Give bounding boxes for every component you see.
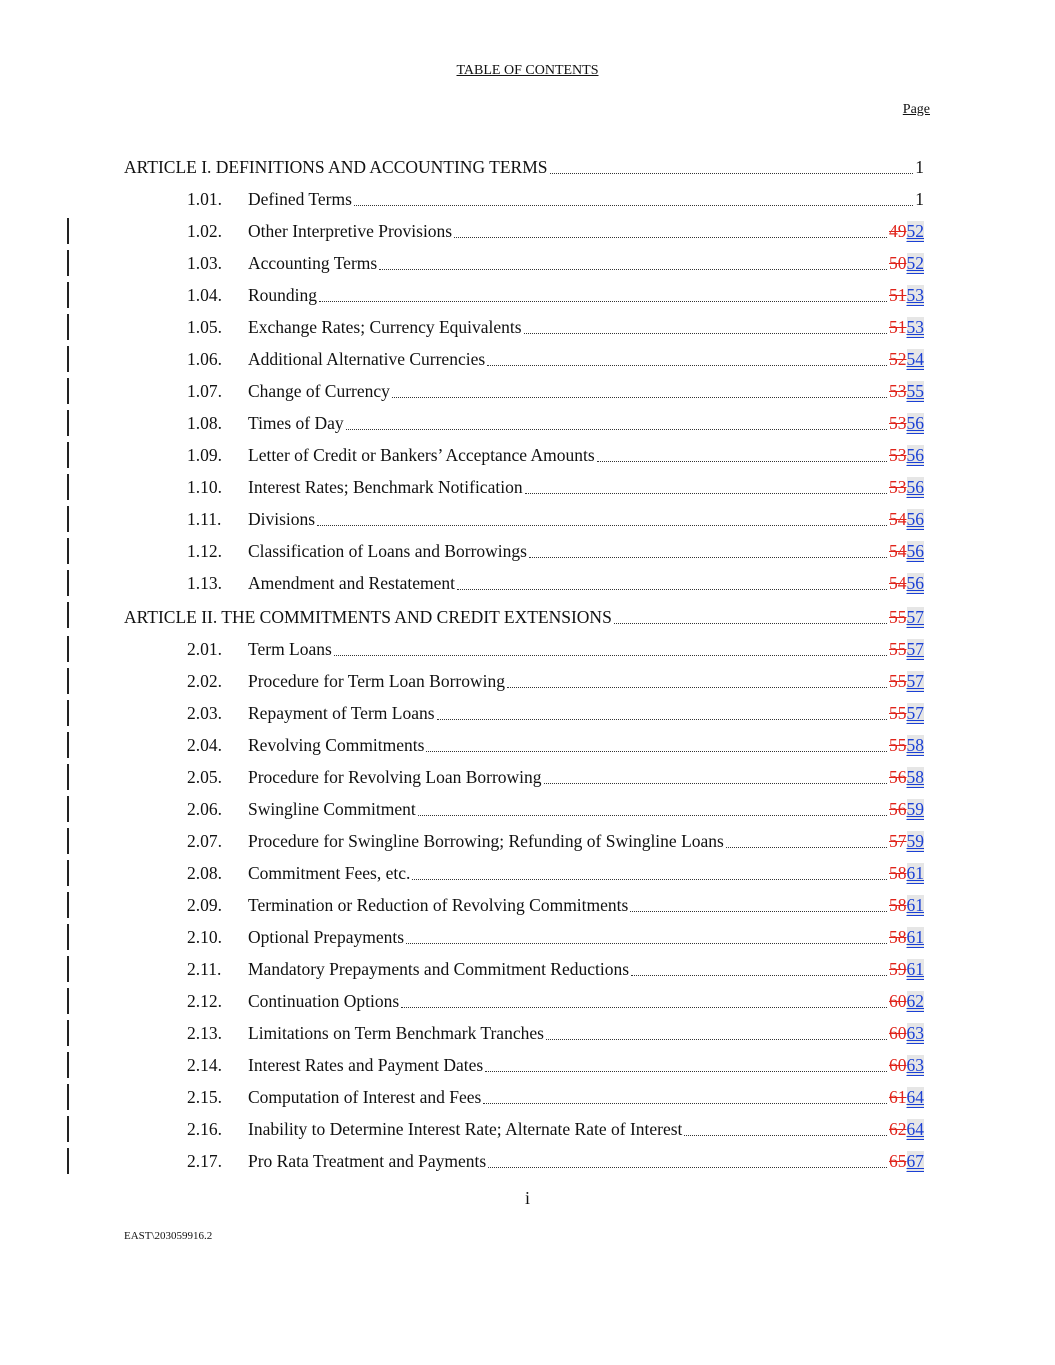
dot-leader <box>487 364 887 366</box>
section-number: 1.02. <box>187 221 222 241</box>
deleted-page-number: 58 <box>889 895 907 915</box>
change-bar <box>67 250 69 276</box>
deleted-page-number: 53 <box>889 413 907 433</box>
page-reference[interactable] <box>889 703 924 724</box>
change-bar <box>67 378 69 404</box>
entry-label: Optional Prepayments <box>248 927 405 947</box>
inserted-page-number: 61 <box>906 895 924 915</box>
deleted-page-number: 62 <box>889 1119 907 1139</box>
deleted-page-number: 60 <box>889 1023 907 1043</box>
change-bar <box>67 764 69 790</box>
section-number: 1.10. <box>187 477 222 497</box>
section-number: 2.10. <box>187 927 222 947</box>
entry-label: Repayment of Term Loans <box>248 703 435 723</box>
change-bar <box>67 474 69 500</box>
page-reference[interactable] <box>889 477 924 498</box>
change-bar <box>67 314 69 340</box>
deleted-page-number: 56 <box>889 767 907 787</box>
deleted-page-number: 53 <box>889 445 907 465</box>
toc-section-entry[interactable] <box>0 730 1055 762</box>
change-bar <box>67 988 69 1014</box>
dot-leader <box>437 718 887 720</box>
inserted-page-number: 63 <box>906 1055 924 1075</box>
entry-label: Mandatory Prepayments and Commitment Reductions <box>248 959 630 979</box>
page-reference[interactable] <box>889 831 924 852</box>
dot-leader <box>334 654 887 656</box>
inserted-page-number: 58 <box>906 767 924 787</box>
page-reference[interactable] <box>889 413 924 434</box>
entry-label: Rounding <box>248 285 318 305</box>
entry-label: Times of Day <box>248 413 344 433</box>
deleted-page-number: 57 <box>889 831 907 851</box>
change-bar <box>67 1020 69 1046</box>
page-reference[interactable] <box>915 189 924 210</box>
change-bar <box>67 828 69 854</box>
change-bar <box>67 700 69 726</box>
entry-label: Commitment Fees, etc. <box>248 863 411 883</box>
dot-leader <box>507 686 887 688</box>
deleted-page-number: 58 <box>889 927 907 947</box>
dot-leader <box>354 204 913 206</box>
toc-section-entry[interactable] <box>0 1018 1055 1050</box>
change-bar <box>67 924 69 950</box>
page-reference[interactable] <box>889 991 924 1012</box>
deleted-page-number: 49 <box>889 221 907 241</box>
page-reference[interactable] <box>889 671 924 692</box>
entry-label: Letter of Credit or Bankers’ Acceptance Amounts <box>248 445 595 465</box>
dot-leader <box>726 846 887 848</box>
inserted-page-number: 56 <box>906 413 924 433</box>
page-reference[interactable] <box>889 253 924 274</box>
inserted-page-number: 61 <box>906 959 924 979</box>
dot-leader <box>488 1166 887 1168</box>
deleted-page-number: 60 <box>889 991 907 1011</box>
deleted-page-number: 59 <box>889 959 907 979</box>
section-number: 1.01. <box>187 189 222 209</box>
deleted-page-number: 58 <box>889 863 907 883</box>
section-number: 2.17. <box>187 1151 222 1171</box>
toc-section-entry[interactable] <box>0 184 1055 216</box>
inserted-page-number: 56 <box>906 573 924 593</box>
entry-label: ARTICLE II. THE COMMITMENTS AND CREDIT EXTENSIONS <box>124 607 612 627</box>
deleted-page-number: 55 <box>889 735 907 755</box>
entry-label: Limitations on Term Benchmark Tranches <box>248 1023 544 1043</box>
section-number: 2.02. <box>187 671 222 691</box>
change-bar <box>67 892 69 918</box>
deleted-page-number: 55 <box>889 639 907 659</box>
inserted-page-number: 64 <box>906 1119 924 1139</box>
inserted-page-number: 52 <box>906 253 924 273</box>
change-bar <box>67 636 69 662</box>
section-number: 1.08. <box>187 413 222 433</box>
inserted-page-number: 59 <box>906 799 924 819</box>
toc-section-entry[interactable] <box>0 504 1055 536</box>
page-reference[interactable] <box>889 541 924 562</box>
dot-leader <box>412 878 887 880</box>
toc-section-entry[interactable] <box>0 1114 1055 1146</box>
inserted-page-number: 52 <box>906 221 924 241</box>
page-reference[interactable] <box>889 1055 924 1076</box>
entry-label: Term Loans <box>248 639 332 659</box>
change-bar <box>67 796 69 822</box>
dot-leader <box>546 1038 887 1040</box>
dot-leader <box>614 622 887 624</box>
entry-label: Other Interpretive Provisions <box>248 221 453 241</box>
deleted-page-number: 65 <box>889 1151 907 1171</box>
entry-label: Inability to Determine Interest Rate; Alternate Rate of Interest <box>248 1119 683 1139</box>
entry-label: Procedure for Term Loan Borrowing <box>248 671 505 691</box>
toc-section-entry[interactable] <box>0 698 1055 730</box>
section-number: 2.13. <box>187 1023 222 1043</box>
toc-section-entry[interactable] <box>0 568 1055 600</box>
table-of-contents <box>0 150 1055 1178</box>
page-reference[interactable] <box>889 381 924 402</box>
page-column-label: Page <box>902 102 930 117</box>
dot-leader <box>454 236 887 238</box>
dot-leader <box>597 460 887 462</box>
section-number: 2.16. <box>187 1119 222 1139</box>
section-number: 1.03. <box>187 253 222 273</box>
deleted-page-number: 54 <box>889 509 907 529</box>
inserted-page-number: 67 <box>906 1151 924 1171</box>
toc-section-entry[interactable] <box>0 312 1055 344</box>
page-number: i <box>524 1188 530 1208</box>
dot-leader <box>418 814 887 816</box>
toc-section-entry[interactable] <box>0 634 1055 666</box>
section-number: 2.11. <box>187 959 222 979</box>
entry-label: Divisions <box>248 509 316 529</box>
toc-section-entry[interactable] <box>0 408 1055 440</box>
entry-label: Accounting Terms <box>248 253 378 273</box>
section-number: 2.12. <box>187 991 222 1011</box>
entry-label: Amendment and Restatement <box>248 573 456 593</box>
section-number: 1.11. <box>187 509 222 529</box>
deleted-page-number: 55 <box>889 671 907 691</box>
change-bar <box>67 860 69 886</box>
change-bar <box>67 218 69 244</box>
dot-leader <box>392 396 887 398</box>
deleted-page-number: 54 <box>889 573 907 593</box>
dot-leader <box>406 942 887 944</box>
change-bar <box>67 506 69 532</box>
page-reference[interactable] <box>889 573 924 594</box>
dot-leader <box>483 1102 887 1104</box>
dot-leader <box>317 524 887 526</box>
inserted-page-number: 53 <box>906 285 924 305</box>
page-reference[interactable] <box>889 799 924 820</box>
section-number: 2.05. <box>187 767 222 787</box>
deleted-page-number: 53 <box>889 381 907 401</box>
entry-label: Exchange Rates; Currency Equivalents <box>248 317 522 337</box>
entry-label: Defined Terms <box>248 189 352 209</box>
dot-leader <box>426 750 887 752</box>
dot-leader <box>550 172 914 174</box>
inserted-page-number: 64 <box>906 1087 924 1107</box>
inserted-page-number: 61 <box>906 863 924 883</box>
deleted-page-number: 53 <box>889 477 907 497</box>
entry-label: Termination or Reduction of Revolving Commitments <box>248 895 629 915</box>
toc-section-entry[interactable] <box>0 826 1055 858</box>
document-id: EAST\203059916.2 <box>124 1230 213 1242</box>
dot-leader <box>544 782 887 784</box>
dot-leader <box>529 556 887 558</box>
deleted-page-number: 54 <box>889 541 907 561</box>
section-number: 1.06. <box>187 349 222 369</box>
page-reference[interactable] <box>889 767 924 788</box>
change-bar <box>67 668 69 694</box>
page-reference[interactable] <box>889 863 924 884</box>
toc-section-entry[interactable] <box>0 472 1055 504</box>
change-bar <box>67 1148 69 1174</box>
toc-article-entry[interactable] <box>0 150 1055 184</box>
toc-title: TABLE OF CONTENTS <box>456 63 599 78</box>
inserted-page-number: 59 <box>906 831 924 851</box>
toc-section-entry[interactable] <box>0 954 1055 986</box>
page-reference[interactable] <box>889 927 924 948</box>
toc-section-entry[interactable] <box>0 1082 1055 1114</box>
inserted-page-number: 61 <box>906 927 924 947</box>
entry-label: Pro Rata Treatment and Payments <box>248 1151 487 1171</box>
section-number: 1.05. <box>187 317 222 337</box>
page-number: 1 <box>915 189 924 209</box>
entry-label: Procedure for Revolving Loan Borrowing <box>248 767 542 787</box>
inserted-page-number: 56 <box>906 477 924 497</box>
page-reference[interactable] <box>889 639 924 660</box>
toc-section-entry[interactable] <box>0 666 1055 698</box>
deleted-page-number: 61 <box>889 1087 907 1107</box>
dot-leader <box>524 332 887 334</box>
page-reference[interactable] <box>889 445 924 466</box>
section-number: 1.13. <box>187 573 222 593</box>
inserted-page-number: 57 <box>906 639 924 659</box>
toc-section-entry[interactable] <box>0 794 1055 826</box>
dot-leader <box>401 1006 887 1008</box>
dot-leader <box>346 428 887 430</box>
deleted-page-number: 60 <box>889 1055 907 1075</box>
entry-label: Additional Alternative Currencies <box>248 349 486 369</box>
change-bar <box>67 538 69 564</box>
section-number: 2.07. <box>187 831 222 851</box>
section-number: 2.03. <box>187 703 222 723</box>
entry-label: ARTICLE I. DEFINITIONS AND ACCOUNTING TERMS <box>124 157 548 177</box>
toc-section-entry[interactable] <box>0 986 1055 1018</box>
toc-section-entry[interactable] <box>0 922 1055 954</box>
page-reference[interactable] <box>889 285 924 306</box>
section-number: 1.07. <box>187 381 222 401</box>
change-bar <box>67 602 69 628</box>
page-reference[interactable] <box>889 317 924 338</box>
entry-label: Classification of Loans and Borrowings <box>248 541 527 561</box>
page-reference[interactable] <box>915 157 924 178</box>
toc-section-entry[interactable] <box>0 344 1055 376</box>
inserted-page-number: 58 <box>906 735 924 755</box>
inserted-page-number: 57 <box>906 703 924 723</box>
page-reference[interactable] <box>889 1151 924 1172</box>
toc-section-entry[interactable] <box>0 890 1055 922</box>
inserted-page-number: 62 <box>906 991 924 1011</box>
inserted-page-number: 53 <box>906 317 924 337</box>
inserted-page-number: 54 <box>906 349 924 369</box>
toc-section-entry[interactable] <box>0 376 1055 408</box>
page-reference[interactable] <box>889 221 924 242</box>
change-bar <box>67 282 69 308</box>
inserted-page-number: 57 <box>906 671 924 691</box>
toc-section-entry[interactable] <box>0 440 1055 472</box>
dot-leader <box>485 1070 887 1072</box>
section-number: 1.04. <box>187 285 222 305</box>
section-number: 2.04. <box>187 735 222 755</box>
change-bar <box>67 570 69 596</box>
section-number: 2.09. <box>187 895 222 915</box>
change-bar <box>67 346 69 372</box>
toc-section-entry[interactable] <box>0 216 1055 248</box>
entry-label: Change of Currency <box>248 381 390 401</box>
dot-leader <box>631 974 887 976</box>
dot-leader <box>457 588 887 590</box>
change-bar <box>67 410 69 436</box>
section-number: 2.08. <box>187 863 222 883</box>
toc-section-entry[interactable] <box>0 1050 1055 1082</box>
entry-label: Procedure for Swingline Borrowing; Refunding of Swingline Loans <box>248 831 724 851</box>
toc-section-entry[interactable] <box>0 858 1055 890</box>
entry-label: Interest Rates and Payment Dates <box>248 1055 484 1075</box>
entry-label: Interest Rates; Benchmark Notification <box>248 477 523 497</box>
inserted-page-number: 63 <box>906 1023 924 1043</box>
toc-section-entry[interactable] <box>0 762 1055 794</box>
page-reference[interactable] <box>889 1119 924 1140</box>
change-bar <box>67 956 69 982</box>
dot-leader <box>684 1134 887 1136</box>
deleted-page-number: 50 <box>889 253 907 273</box>
page-reference[interactable] <box>889 1087 924 1108</box>
deleted-page-number: 51 <box>889 317 907 337</box>
dot-leader <box>630 910 887 912</box>
toc-section-entry[interactable] <box>0 248 1055 280</box>
deleted-page-number: 51 <box>889 285 907 305</box>
deleted-page-number: 56 <box>889 799 907 819</box>
change-bar <box>67 732 69 758</box>
toc-section-entry[interactable] <box>0 280 1055 312</box>
deleted-page-number: 52 <box>889 349 907 369</box>
entry-label: Computation of Interest and Fees <box>248 1087 482 1107</box>
dot-leader <box>379 268 887 270</box>
change-bar <box>67 1084 69 1110</box>
section-number: 2.06. <box>187 799 222 819</box>
inserted-page-number: 56 <box>906 541 924 561</box>
page-reference[interactable] <box>889 735 924 756</box>
deleted-page-number: 55 <box>889 703 907 723</box>
inserted-page-number: 56 <box>906 509 924 529</box>
dot-leader <box>319 300 887 302</box>
section-number: 2.14. <box>187 1055 222 1075</box>
section-number: 2.15. <box>187 1087 222 1107</box>
entry-label: Continuation Options <box>248 991 400 1011</box>
inserted-page-number: 56 <box>906 445 924 465</box>
toc-section-entry[interactable] <box>0 536 1055 568</box>
inserted-page-number: 57 <box>906 607 924 627</box>
deleted-page-number: 55 <box>889 607 907 627</box>
entry-label: Revolving Commitments <box>248 735 425 755</box>
page-reference[interactable] <box>889 349 924 370</box>
toc-section-entry[interactable] <box>0 1146 1055 1178</box>
change-bar <box>67 1052 69 1078</box>
page-number: 1 <box>915 157 924 177</box>
page-reference[interactable] <box>889 607 924 628</box>
toc-article-entry[interactable] <box>0 600 1055 634</box>
dot-leader <box>525 492 887 494</box>
section-number: 1.12. <box>187 541 222 561</box>
page-reference[interactable] <box>889 959 924 980</box>
change-bar <box>67 1116 69 1142</box>
inserted-page-number: 55 <box>906 381 924 401</box>
page-reference[interactable] <box>889 895 924 916</box>
page-reference[interactable] <box>889 509 924 530</box>
change-bar <box>67 442 69 468</box>
section-number: 1.09. <box>187 445 222 465</box>
page-reference[interactable] <box>889 1023 924 1044</box>
entry-label: Swingline Commitment <box>248 799 416 819</box>
section-number: 2.01. <box>187 639 222 659</box>
